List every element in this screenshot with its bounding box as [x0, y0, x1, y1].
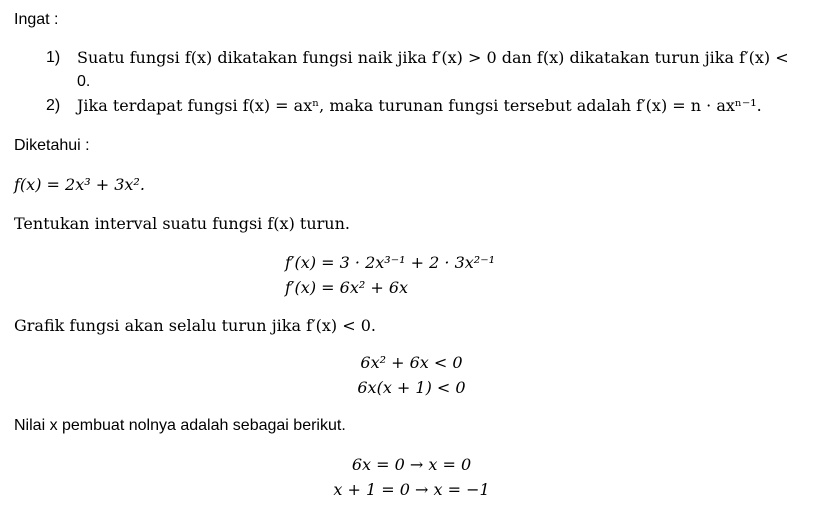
zero-step-2: x + 1 = 0 → x = −1 [333, 480, 490, 499]
given-function: f(x) = 2x³ + 3x². [14, 175, 145, 194]
rule-2-text: Jika terdapat fungsi f(x) = axⁿ, maka turunan fungsi tersebut adalah f′(x) = n · axⁿ⁻¹. [77, 96, 762, 115]
rule-1-continuation: 0. [77, 73, 91, 90]
rule-2-number: 2) [46, 97, 61, 114]
inequality-step-2: 6x(x + 1) < 0 [357, 378, 466, 397]
inequality-step-1: 6x² + 6x < 0 [360, 353, 463, 372]
derivative-step-1: f′(x) = 3 · 2x³⁻¹ + 2 · 3x²⁻¹ [285, 253, 496, 272]
decreasing-condition: Grafik fungsi akan selalu turun jika f′(x) < 0. [14, 316, 376, 335]
task-statement: Tentukan interval suatu fungsi f(x) turun. [14, 214, 350, 233]
zero-intro: Nilai x pembuat nolnya adalah sebagai berikut. [14, 417, 346, 434]
derivative-step-2: f′(x) = 6x² + 6x [285, 278, 409, 297]
rule-1-text: Suatu fungsi f(x) dikatakan fungsi naik jika f′(x) > 0 dan f(x) dikatakan turun jika f′(x) < [77, 48, 789, 67]
heading-diketahui: Diketahui : [14, 137, 90, 154]
zero-step-1: 6x = 0 → x = 0 [351, 455, 472, 474]
rule-1-number: 1) [46, 49, 61, 66]
heading-ingat: Ingat : [14, 11, 59, 28]
